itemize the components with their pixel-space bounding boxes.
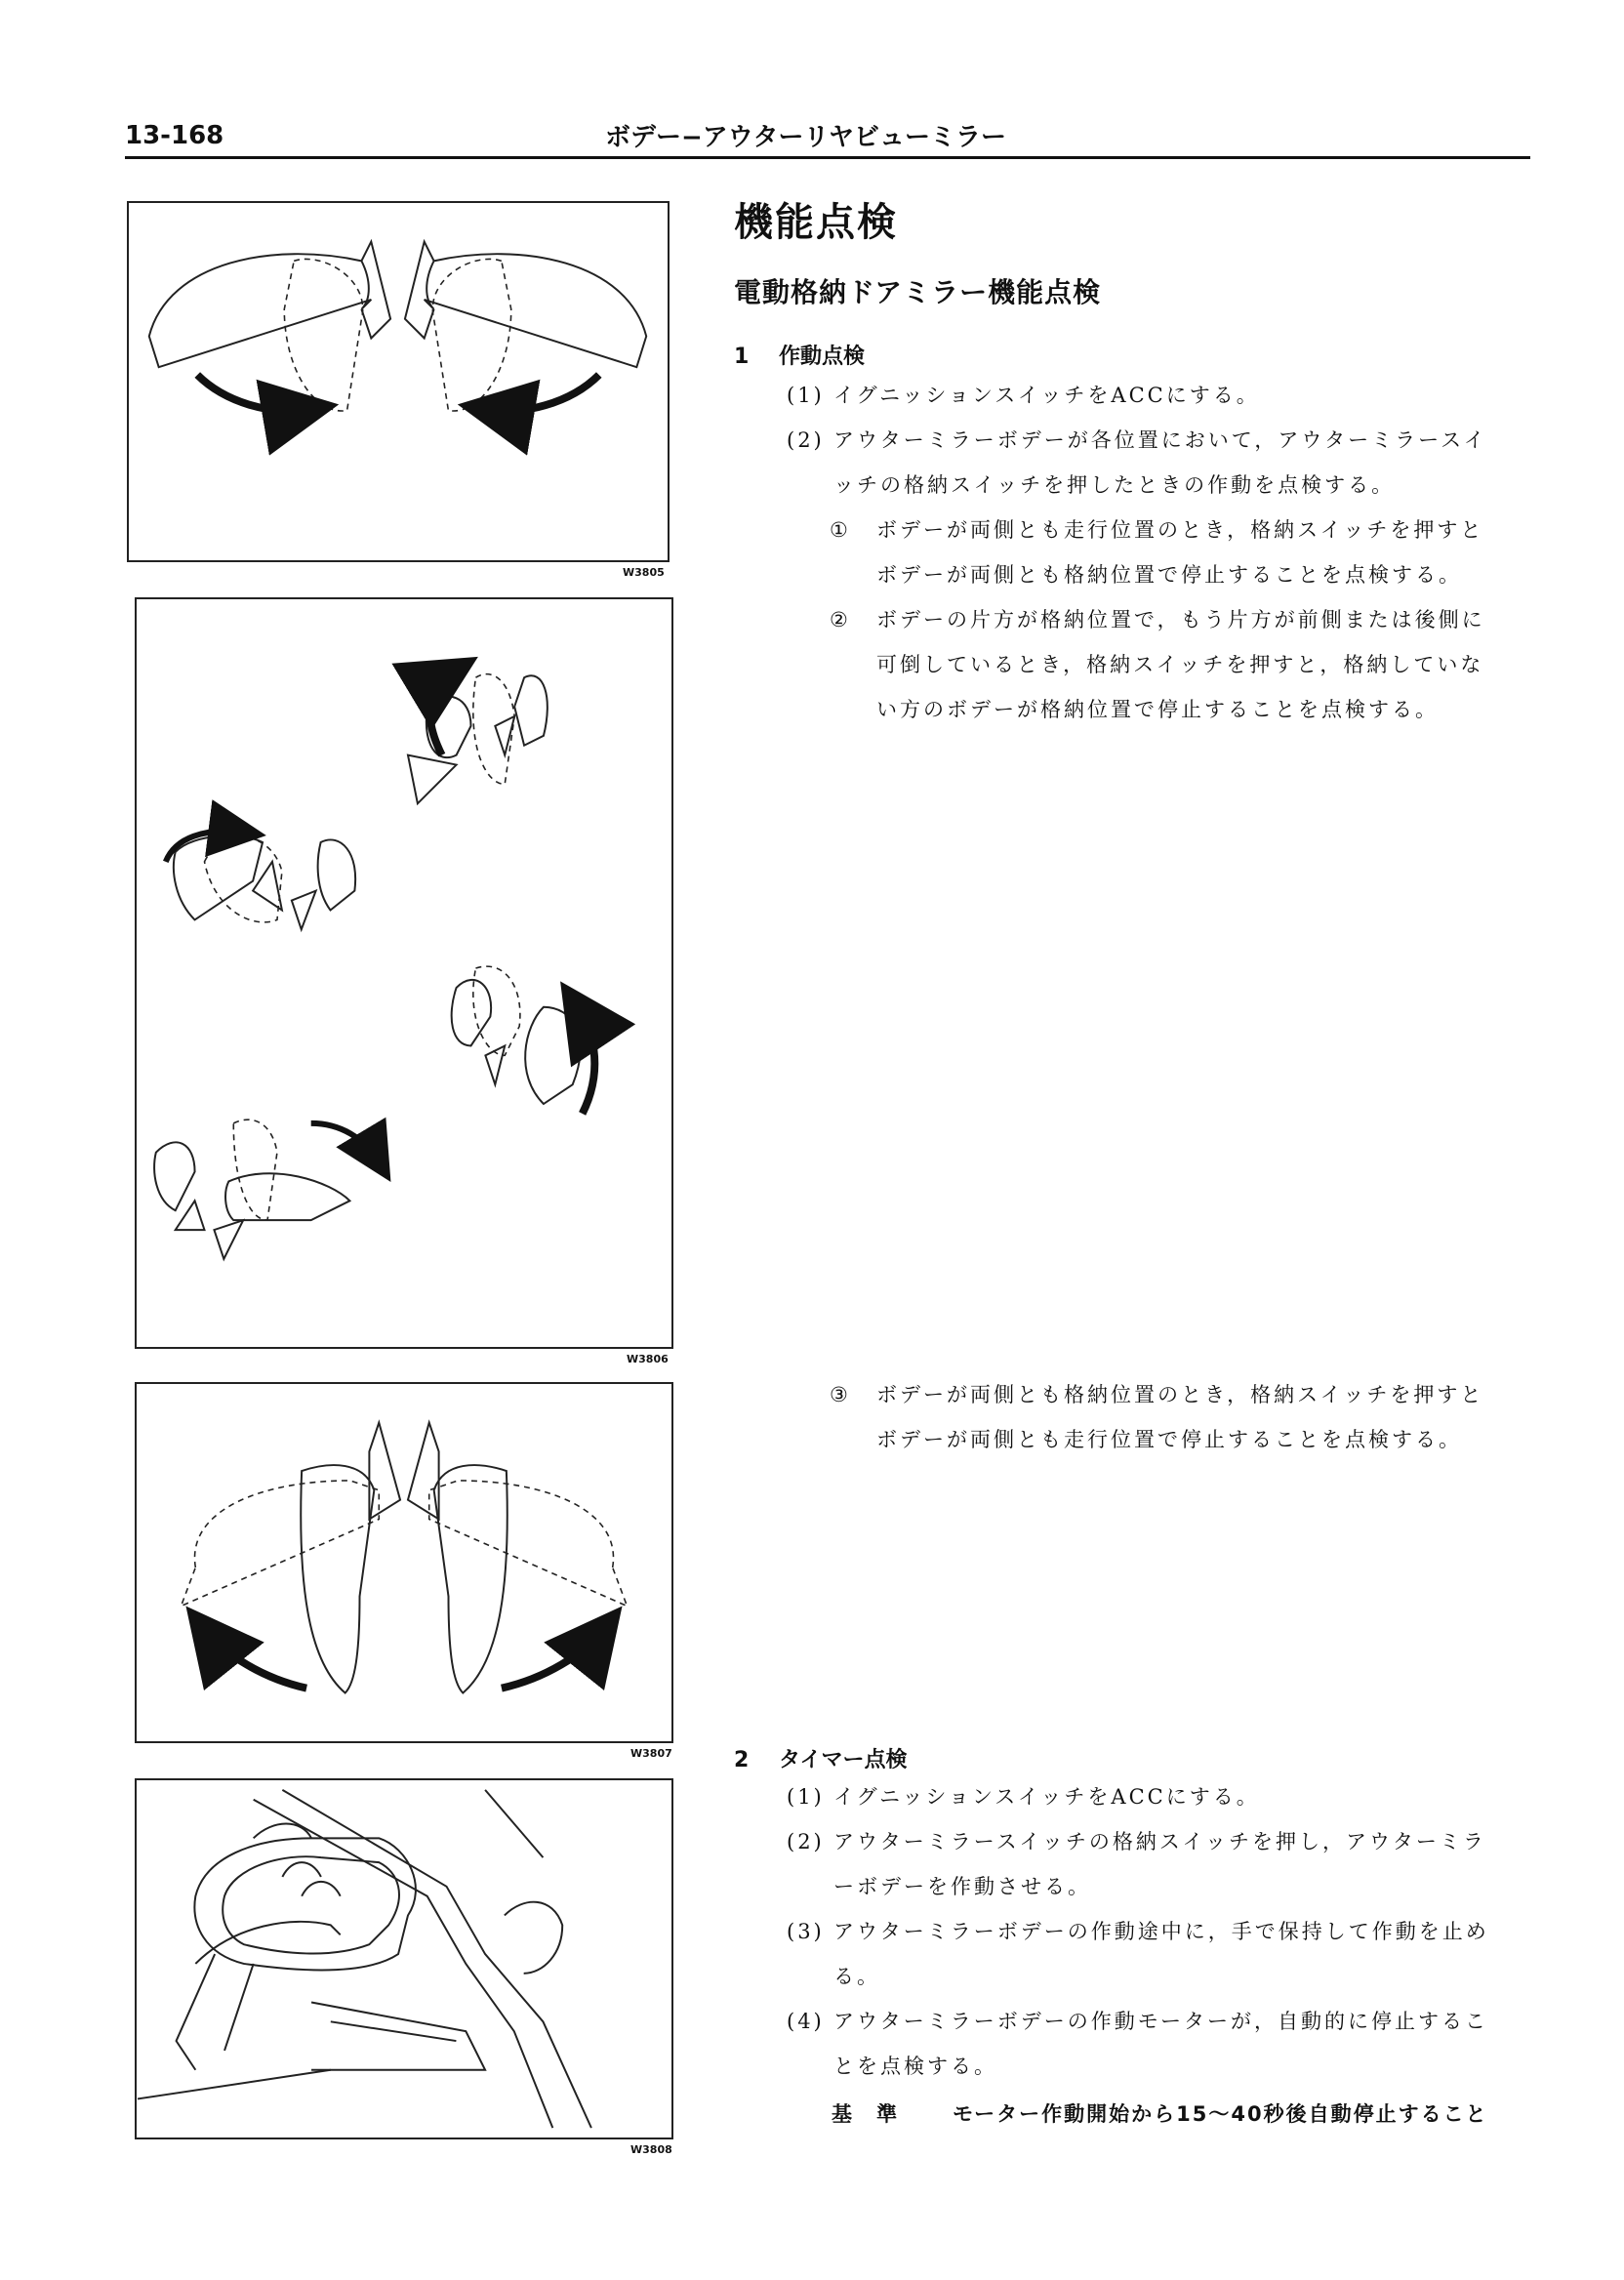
standard-text: モーター作動開始から15〜40秒後自動停止すること	[953, 2102, 1488, 2126]
item-line: とを点検する。	[833, 2055, 997, 2078]
mirror-fold-one-side-illustration	[137, 599, 671, 1347]
list-item	[787, 1909, 1567, 1999]
standard-label: 基 準	[832, 2102, 899, 2126]
item-line: ボデーが両側とも走行位置のとき，格納スイッチを押すと	[876, 518, 1484, 542]
figure-mirror-fold-one-side	[135, 597, 673, 1349]
sub-item-label: ①	[830, 518, 851, 542]
page-number: 13-168	[125, 121, 224, 150]
item-label: (4)	[787, 2010, 825, 2033]
item-label: (1)	[787, 384, 825, 407]
figure-code: W3806	[627, 1353, 669, 1365]
item-line: アウターミラーボデーの作動モーターが，自動的に停止するこ	[833, 2010, 1488, 2033]
hand-holding-mirror-illustration	[137, 1780, 671, 2138]
item-line: る。	[833, 1965, 880, 1988]
header-rule	[125, 156, 1530, 159]
item-line: ボデーが両側とも格納位置のとき，格納スイッチを押すと	[876, 1383, 1484, 1406]
section-number: 1	[734, 345, 750, 369]
item-line: アウターミラーボデーの作動途中に，手で保持して作動を止め	[833, 1920, 1489, 1943]
sub-item-label: ②	[830, 608, 851, 631]
sub-item	[830, 597, 1562, 732]
figure-code: W3807	[630, 1747, 672, 1760]
item-label: (2)	[787, 1830, 825, 1853]
item-line: ボデーが両側とも格納位置で停止することを点検する。	[876, 563, 1462, 587]
list-item	[787, 373, 1567, 418]
item-line: アウターミラーボデーが各位置において，アウターミラースイ	[833, 428, 1487, 452]
section-title: 作動点検	[779, 345, 866, 369]
subtitle: 電動格納ドアミラー機能点検	[734, 276, 1102, 308]
figure-mirror-return	[135, 1382, 673, 1743]
mirror-return-illustration	[137, 1384, 671, 1741]
item-line: い方のボデーが格納位置で停止することを点検する。	[876, 698, 1439, 721]
list-item	[787, 1774, 1567, 1819]
header-title: ボデー−アウターリヤビューミラー	[605, 123, 1007, 152]
list-item	[787, 1999, 1567, 2089]
sub-item	[830, 1372, 1562, 1462]
sub-item-label: ③	[830, 1383, 851, 1406]
item-label: (1)	[787, 1785, 825, 1809]
section1-heading	[734, 340, 865, 370]
figure-hand-holding-mirror	[135, 1778, 673, 2139]
standard-row	[832, 2098, 1488, 2128]
item-line: イグニッションスイッチをACCにする。	[833, 1785, 1260, 1809]
section-number: 2	[734, 1748, 750, 1772]
item-line: 可倒しているとき，格納スイッチを押すと，格納していな	[876, 653, 1484, 676]
main-title: 機能点検	[734, 200, 898, 245]
item-line: イグニッションスイッチをACCにする。	[833, 384, 1260, 407]
figure-code: W3808	[630, 2143, 672, 2156]
figure-mirror-fold-both	[127, 201, 670, 562]
list-item	[787, 1819, 1567, 1909]
item-line: ボデーが両側とも走行位置で停止することを点検する。	[876, 1428, 1462, 1451]
item-label: (2)	[787, 428, 825, 452]
mirror-fold-both-illustration	[129, 203, 668, 560]
item-line: アウターミラースイッチの格納スイッチを押し，アウターミラ	[833, 1830, 1486, 1853]
item-label: (3)	[787, 1920, 825, 1943]
section-title: タイマー点検	[779, 1748, 908, 1772]
figure-code: W3805	[623, 566, 665, 579]
item-line: ッチの格納スイッチを押したときの作動を点検する。	[833, 473, 1396, 497]
list-item	[787, 418, 1567, 508]
item-line: ボデーの片方が格納位置で，もう片方が前側または後側に	[876, 608, 1485, 631]
sub-item	[830, 508, 1562, 597]
item-line: ーボデーを作動させる。	[833, 1875, 1091, 1898]
section2-heading	[734, 1743, 908, 1773]
